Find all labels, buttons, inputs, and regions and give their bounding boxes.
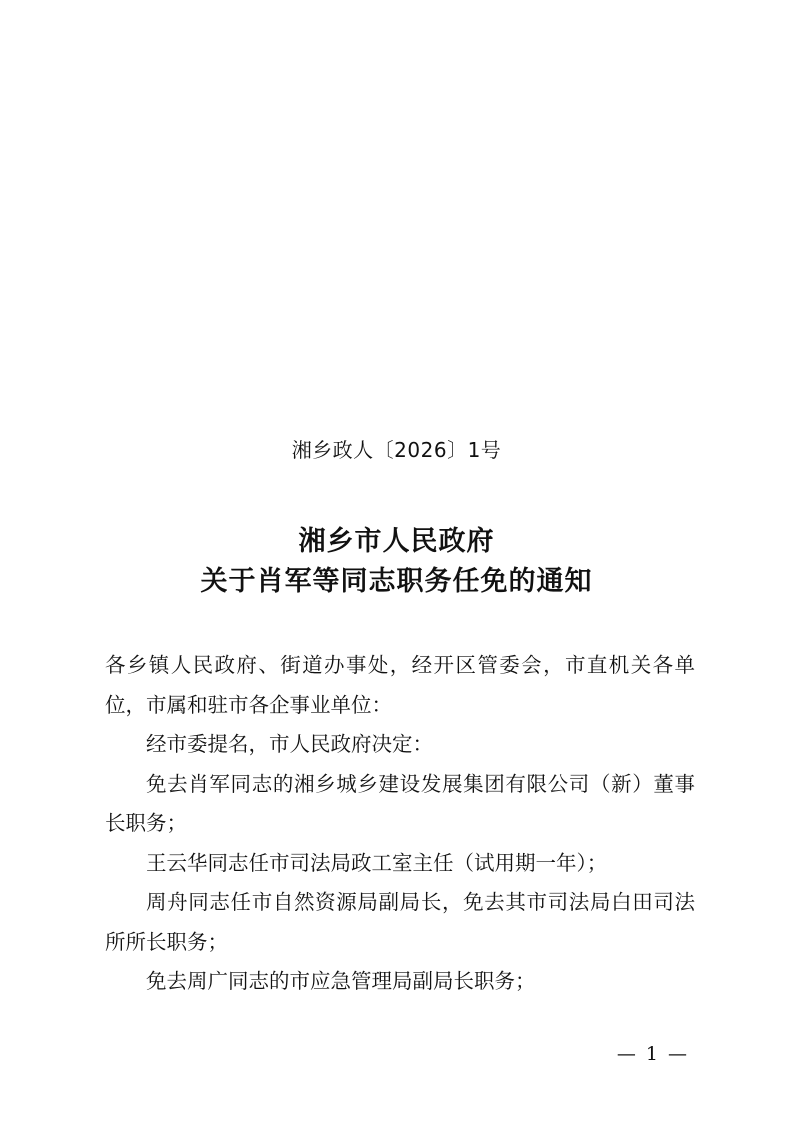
document-title-subject: 关于肖军等同志职务任免的通知 [200, 566, 593, 597]
page-number: — 1 — [616, 1043, 689, 1065]
body-paragraph: 免去周广同志的市应急管理局副局长职务； [146, 969, 536, 993]
document-body [105, 646, 695, 1002]
body-paragraph: 免去肖军同志的湘乡城乡建设发展集团有限公司（新）董事长职务； [105, 771, 695, 835]
body-paragraph: 经市委提名，市人民政府决定： [146, 732, 433, 756]
addressee-line: 各乡镇人民政府、街道办事处，经开区管委会，市直机关各单位，市属和驻市各企事业单位： [105, 653, 695, 717]
body-paragraph: 王云华同志任市司法局政工室主任（试用期一年）； [146, 850, 608, 875]
document-number: 湘乡政人〔2026〕1号 [291, 438, 502, 462]
document-title-issuer: 湘乡市人民政府 [298, 526, 495, 557]
body-paragraph: 周舟同志任市自然资源局副局长，免去其市司法局白田司法所所长职务； [105, 890, 695, 954]
